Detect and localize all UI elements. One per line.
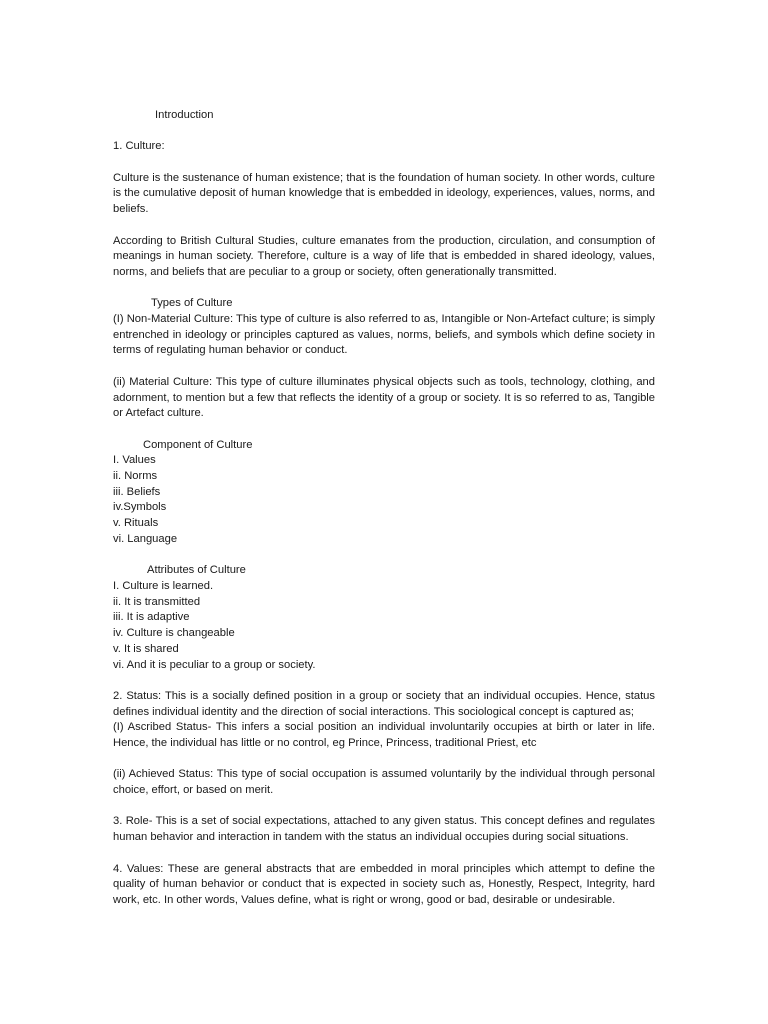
- paragraph-role: 3. Role- This is a set of social expectations, attached to any given status. This concept defines and regulates human behavior and interaction in tandem with the status an individual occupies during social situations.: [113, 815, 655, 844]
- heading-types-of-culture: Types of Culture: [151, 297, 233, 310]
- list-item: iii. Beliefs: [113, 485, 161, 498]
- list-item: ii. Norms: [113, 470, 158, 483]
- list-item: v. It is shared: [113, 642, 179, 655]
- list-item: vi. And it is peculiar to a group or society.: [113, 658, 316, 671]
- list-item: iv.Symbols: [113, 501, 167, 514]
- paragraph-culture-definition: Culture is the sustenance of human existence; that is the foundation of human society. In other words, culture is the cumulative deposit of human knowledge that is embedded in ideology, experiences, values, norms, and beliefs.: [113, 171, 655, 216]
- list-item: v. Rituals: [113, 517, 159, 530]
- list-item: iv. Culture is changeable: [113, 627, 235, 640]
- paragraph-non-material-culture: (I) Non-Material Culture: This type of culture is also referred to as, Intangible or Non-Artefact culture; is simply entrenched in ideology or principles captured as values, norms, beliefs, and symbols which define society in terms of regulating human behavior or conduct.: [113, 313, 655, 357]
- attributes-list: [113, 579, 655, 673]
- paragraph-ascribed-status: (I) Ascribed Status- This infers a social position an individual involuntarily occupies at birth or later in life. Hence, the individual has little or no control, eg Prince, Princess, traditional Priest, etc: [113, 721, 655, 749]
- document-title: Introduction: [155, 109, 214, 121]
- heading-component-of-culture: Component of Culture: [143, 438, 253, 451]
- list-item: ii. It is transmitted: [113, 595, 201, 608]
- paragraph-material-culture: (ii) Material Culture: This type of culture illuminates physical objects such as tools, technology, clothing, and adornment, to mention but a few that reflects the identity of a group or society. It is so referred to as, Tangible or Artefact culture.: [113, 375, 655, 420]
- heading-attributes-of-culture: Attributes of Culture: [147, 564, 246, 577]
- paragraph-achieved-status: (ii) Achieved Status: This type of social occupation is assumed voluntarily by the individual through personal choice, effort, or based on merit.: [113, 768, 655, 797]
- paragraph-status: 2. Status: This is a socially defined position in a group or society that an individual occupies. Hence, status defines individual identity and the direction of social interactions. This sociological concept is captured as;: [113, 689, 655, 718]
- list-item: vi. Language: [113, 532, 178, 545]
- paragraph-values: 4. Values: These are general abstracts that are embedded in moral principles which attempt to define the quality of human behavior or conduct that is expected in society such as, Honestly, Respect, Integrity, hard work, etc. In other words, Values define, what is right or wrong, good or bad, desirable or undesirable.: [113, 862, 655, 906]
- section-heading-culture: 1. Culture:: [113, 140, 165, 153]
- document-page: [113, 108, 655, 909]
- list-item: I. Values: [113, 454, 156, 467]
- list-item: I. Culture is learned.: [113, 579, 214, 592]
- paragraph-british-cultural-studies: According to British Cultural Studies, culture emanates from the production, circulation, and consumption of meanings in human society. Therefore, culture is a way of life that is embedded in shared ideology, values, norms, and beliefs that are peculiar to a group or society, often generationally transmitted.: [113, 234, 655, 278]
- list-item: iii. It is adaptive: [113, 611, 190, 624]
- components-list: [113, 453, 655, 547]
